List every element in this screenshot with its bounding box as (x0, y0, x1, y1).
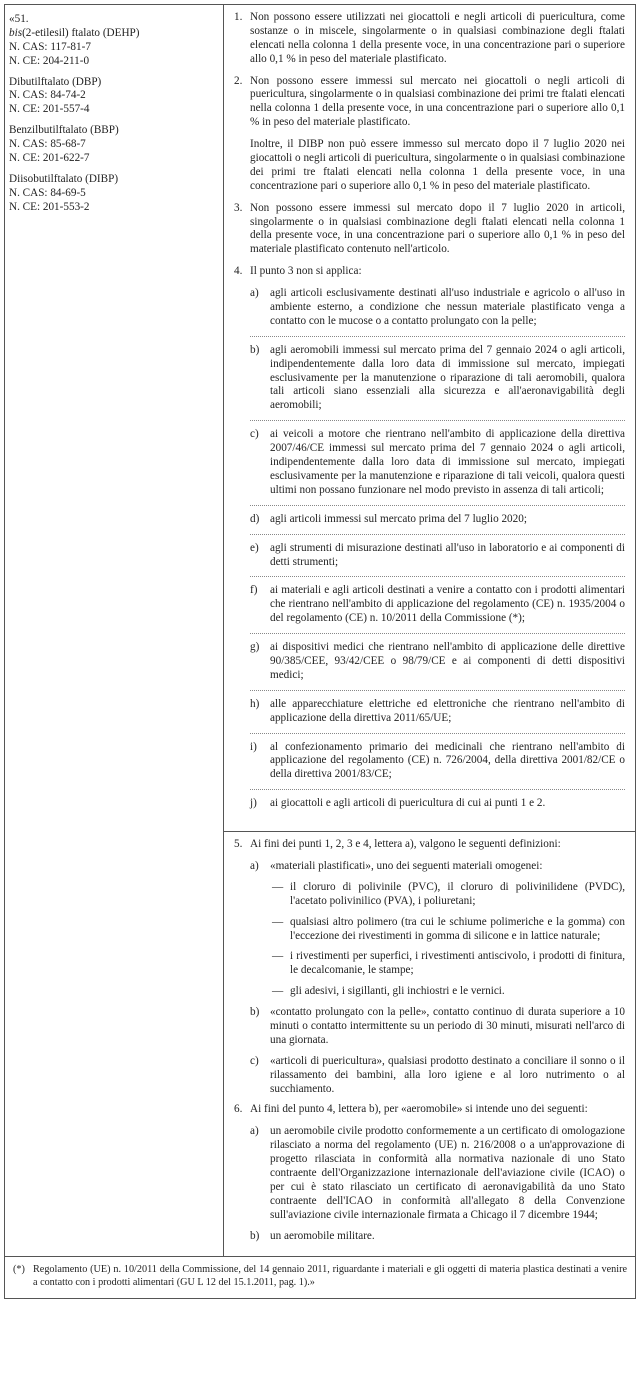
exemption-item: j) ai giocattoli e agli articoli di puericultura di cui ai punti 1 e 2. (250, 797, 546, 810)
exemption-item: i) al confezionamento primario dei medicinali che rientrano nell'ambito di applicazione del regolamento (CE) n. 726/2004, della direttiva 2001/82/CE o della direttiva 2001/83/CE; (250, 741, 625, 791)
conditions-cell-1 (224, 5, 635, 831)
ce-number: N. CE: 204-211-0 (9, 54, 90, 67)
paragraph-2: 2. Non possono essere immessi sul mercato nei giocattoli o negli articoli di puericultura, singolarmente o in qualsiasi combinazione dei primi tre ftalati elencati nella colonna 1 della presente voce, in una concentrazione pari o superiore allo 0,1 % in peso del materiale plastificato. (234, 74, 625, 129)
cas-number: N. CAS: 84-74-2 (9, 89, 86, 102)
footnote (5, 1257, 635, 1297)
footnote-mark: (*) (13, 1264, 25, 1276)
regulation-table-frame (4, 4, 636, 1299)
regulation-table (5, 5, 635, 1257)
exemption-item: f) ai materiali e agli articoli destinati a venire a contatto con i prodotti alimentari che rientrano nell'ambito di applicazione del regolamento (CE) n. 1935/2004 o del regolamento (CE) n. 10/2011 della Commissione (*); (250, 584, 625, 634)
exemption-item: b) agli aeromobili immessi sul mercato prima del 7 gennaio 2024 o agli articoli, indipendentemente dalla loro data di immissione sul mercato, impiegati esclusivamente per la manutenzione o riparazione di tali aeromobili, qualora tali articoli siano essenziali alla sicurezza e all'aeronavigabilità degli aeromobili; (250, 344, 625, 421)
substance-name: Diisobutilftalato (DIBP) (9, 172, 119, 185)
conditions-cell-2 (224, 831, 635, 1256)
ce-number: N. CE: 201-557-4 (9, 103, 90, 116)
substance-name: Benzilbutilftalato (BBP) (9, 124, 119, 137)
entry-number: «51. (9, 13, 29, 25)
exemption-item: a) agli articoli esclusivamente destinati all'uso industriale e agricolo o all'uso in ambiente esterno, a condizione che nessun materiale plastificato venga a contatto con le mucose o a contatto prolungato con la pelle; (250, 287, 625, 337)
paragraph-2-note: Inoltre, il DIBP non può essere immesso sul mercato dopo il 7 luglio 2020 nei giocattoli o negli articoli di puericultura, singolarmente o in qualsiasi combinazione dei primi tre ftalati elencati nella colonna 1 della presente voce, in una concentrazione pari o superiore allo 0,1 % in peso del materiale plastificato. (250, 138, 625, 192)
exemption-item: d) agli articoli immessi sul mercato prima del 7 luglio 2020; (250, 513, 625, 535)
exemption-item: g) ai dispositivi medici che rientrano nell'ambito di applicazione delle direttive 90/385/CEE, 93/42/CEE o 98/79/CE e ai componenti di detti dispositivi medici; (250, 641, 625, 691)
dash-item: — il cloruro di polivinile (PVC), il cloruro di polivinilidene (PVDC), l'acetato polivinilico (PVA), i poliuretani; (272, 880, 625, 907)
footnote-text: Regolamento (UE) n. 10/2011 della Commissione, del 14 gennaio 2011, riguardante i materiali e gli oggetti di materia plastica destinati a venire a contatto con i prodotti alimentari (GU L 12 del 15.1.2011, pag. 1).» (33, 1264, 627, 1289)
dash-item: — i rivestimenti per superfici, i rivestimenti antiscivolo, i prodotti di finitura, le decalcomanie, le stampe; (272, 950, 625, 977)
ce-number: N. CE: 201-622-7 (9, 152, 90, 165)
paragraph-1: 1. Non possono essere utilizzati nei giocattoli e negli articoli di puericultura, come sostanze o in miscele, singolarmente o in qualsiasi combinazione degli ftalati elencati nella colonna 1 della presente voce, in una concentrazione pari o superiore allo 0,1 % in peso del materiale plastificato. (234, 11, 625, 65)
cas-number: N. CAS: 85-68-7 (9, 138, 86, 151)
ce-number: N. CE: 201-553-2 (9, 200, 90, 213)
definition-item: a) un aeromobile civile prodotto conformemente a un certificato di omologazione rilasciato a norma del regolamento (UE) n. 216/2008 o a un'approvazione di progetto rilasciata in conformità alla normativa nazionale di uno Stato contraente dell'Organizzazione internazionale dell'aviazione civile (ICAO) o per cui è stato rilasciato un certificato di aeronavigabilità da uno Stato contraente dell'ICAO in conformità all'allegato 8 della Convenzione sull'aviazione civile internazionale firmata a Chicago il 7 dicembre 1944; (250, 1125, 625, 1221)
definition-item: c) «articoli di puericultura», qualsiasi prodotto destinato a conciliare il sonno o il rilassamento dei bambini, alla loro igiene e al loro nutrimento o al succhiamento. (250, 1054, 625, 1095)
substance-name: bis(2-etilesil) ftalato (DEHP) (9, 26, 140, 39)
paragraph-3: 3. Non possono essere immessi sul mercato dopo il 7 luglio 2020 in articoli, singolarmente o in qualsiasi combinazione degli ftalati elencati nella colonna 1 della presente voce, in una concentrazione pari o superiore allo 0,1 % in peso del materiale plastificato contenuto nell'articolo. (234, 201, 625, 256)
paragraph-5: 5. Ai fini dei punti 1, 2, 3 e 4, lettera a), valgono le seguenti definizioni: (234, 838, 561, 851)
substance-name: Dibutilftalato (DBP) (9, 75, 102, 88)
definition-item: b) un aeromobile militare. (250, 1229, 375, 1242)
definition-item: a) «materiali plastificati», uno dei seguenti materiali omogenei: (250, 859, 543, 872)
exemption-item: e) agli strumenti di misurazione destinati all'uso in laboratorio e ai componenti di detti strumenti; (250, 542, 625, 578)
substance-name-italic: bis (9, 26, 23, 39)
paragraph-6: 6. Ai fini del punto 4, lettera b), per «aeromobile» si intende uno dei seguenti: (234, 1103, 588, 1116)
cas-number: N. CAS: 117-81-7 (9, 40, 91, 53)
dash-item: — gli adesivi, i sigillanti, gli inchiostri e le vernici. (272, 985, 505, 998)
substance-column (5, 5, 224, 1256)
cas-number: N. CAS: 84-69-5 (9, 186, 86, 199)
dash-item: — qualsiasi altro polimero (tra cui le schiume polimeriche e la gomma) con l'eccezione dei rivestimenti in gomma di silicone e in lattice naturale; (272, 915, 625, 942)
conditions-column (224, 5, 635, 1256)
definition-item: b) «contatto prolungato con la pelle», contatto continuo di durata superiore a 10 minuti o contatto intermittente su un periodo di 30 minuti, misurati nell'arco di una giornata. (250, 1006, 625, 1046)
exemption-item: c) ai veicoli a motore che rientrano nell'ambito di applicazione della direttiva 2007/46/CE immessi sul mercato prima del 7 gennaio 2024 o agli articoli, indipendentemente dalla loro data di immissione sul mercato, impiegati esclusivamente per la manutenzione e riparazione di tali veicoli, qualora questi ultimi non possano funzionare nel modo previsto in assenza di tali articoli; (250, 428, 625, 505)
exemption-item: h) alle apparecchiature elettriche ed elettroniche che rientrano nell'ambito di applicazione della direttiva 2011/65/UE; (250, 698, 625, 734)
paragraph-4: 4. Il punto 3 non si applica: (234, 265, 362, 278)
